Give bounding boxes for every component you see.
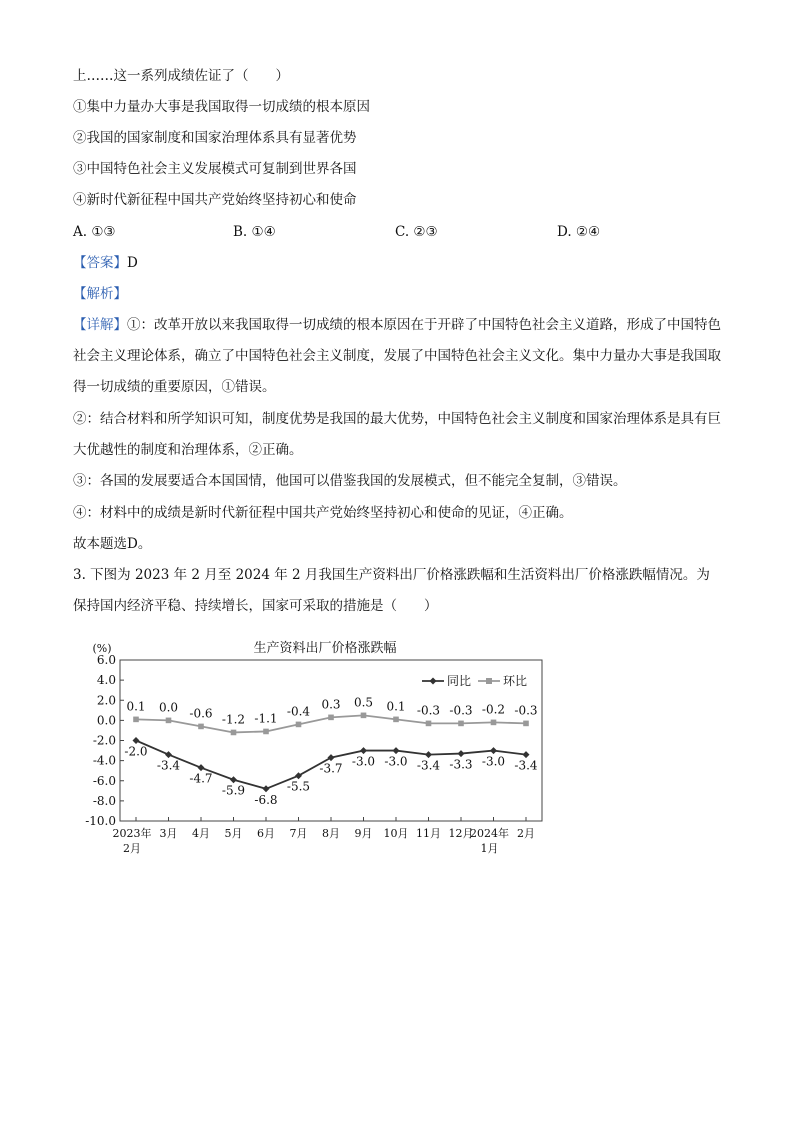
y-tick-label: 0.0 bbox=[96, 713, 116, 728]
data-label: -0.2 bbox=[481, 702, 506, 717]
data-point bbox=[166, 718, 172, 724]
y-tick-label: -6.0 bbox=[92, 773, 116, 788]
data-label: -3.7 bbox=[319, 761, 343, 776]
statement-4: ④新时代新征程中国共产党始终坚持初心和使命 bbox=[73, 192, 357, 208]
y-tick-label: -8.0 bbox=[92, 793, 116, 808]
data-label: -3.0 bbox=[481, 754, 506, 769]
data-label: -5.5 bbox=[286, 779, 311, 794]
data-point bbox=[295, 772, 302, 779]
data-label: -0.6 bbox=[189, 706, 213, 721]
x-tick-label: 2024年 bbox=[470, 827, 509, 840]
data-label: -6.8 bbox=[254, 792, 278, 807]
detail-2: ②：结合材料和所学知识可知，制度优势是我国的最大优势，中国特色社会主义制度和国家治理体系是具有巨大优越性的制度和治理体系，②正确。 bbox=[73, 411, 721, 458]
data-point bbox=[328, 754, 335, 761]
data-label: 0.3 bbox=[321, 697, 341, 712]
answer-line bbox=[73, 253, 138, 273]
x-ticks bbox=[113, 817, 536, 855]
data-label: 0.1 bbox=[386, 699, 406, 714]
y-ticks bbox=[85, 653, 124, 828]
option-a: A. ①③ bbox=[73, 224, 116, 240]
legend-marker bbox=[430, 678, 437, 685]
data-point bbox=[393, 747, 400, 754]
data-label: -3.4 bbox=[416, 758, 441, 773]
x-tick-label: 8月 bbox=[322, 827, 340, 840]
data-label: -3.4 bbox=[514, 758, 538, 773]
legend-label: 同比 bbox=[447, 674, 472, 688]
x-tick-label: 10月 bbox=[383, 827, 409, 840]
data-point bbox=[523, 751, 530, 758]
x-tick-label: 2023年 bbox=[112, 827, 152, 840]
detail-3: ③：各国的发展要适合本国国情，他国可以借鉴我国的发展模式，但不能完全复制，③错误。 bbox=[73, 473, 627, 489]
x-tick-label: 7月 bbox=[289, 827, 308, 840]
legend-label: 环比 bbox=[503, 674, 528, 688]
data-point bbox=[133, 717, 139, 723]
x-tick-label: 2月 bbox=[123, 842, 141, 855]
x-tick-label: 12月 bbox=[448, 827, 474, 840]
detail-4: ④：材料中的成绩是新时代新征程中国共产党始终坚持初心和使命的见证，④正确。 bbox=[73, 505, 573, 521]
statement-2: ②我国的国家制度和国家治理体系具有显著优势 bbox=[73, 130, 357, 146]
option-c: C. ②③ bbox=[395, 224, 438, 240]
data-point bbox=[425, 751, 432, 758]
question-stem-tail: 上……这一系列成绩佐证了（ ） bbox=[73, 68, 289, 84]
y-tick-label: 6.0 bbox=[96, 653, 116, 667]
data-point bbox=[231, 730, 237, 736]
data-point bbox=[263, 785, 270, 792]
detail-tag: 【详解】 bbox=[73, 317, 127, 333]
data-label: 0.1 bbox=[126, 699, 146, 714]
y-tick-label: -10.0 bbox=[85, 814, 116, 828]
data-point bbox=[230, 776, 237, 783]
y-axis-unit: (%) bbox=[92, 642, 112, 655]
x-tick-label: 1月 bbox=[480, 842, 499, 855]
y-tick-label: 4.0 bbox=[96, 673, 116, 688]
data-label: 0.0 bbox=[158, 700, 179, 715]
data-point bbox=[263, 729, 269, 735]
x-tick-label: 11月 bbox=[416, 827, 441, 840]
data-point bbox=[426, 721, 432, 727]
question-3-stem: 3. 下图为 2023 年 2 月至 2024 年 2 月我国生产资料出厂价格涨跌幅和生活资料出厂价格涨跌幅情况。为保持国内经济平稳、持续增长，国家可采取的措施是（ ） bbox=[73, 567, 710, 614]
detail-1 bbox=[73, 310, 723, 403]
data-point bbox=[393, 717, 399, 723]
data-label: -3.3 bbox=[449, 757, 473, 772]
conclusion: 故本题选D。 bbox=[73, 536, 152, 552]
x-tick-label: 9月 bbox=[354, 827, 373, 840]
data-point bbox=[490, 747, 497, 754]
data-point bbox=[491, 720, 497, 726]
data-label: -1.1 bbox=[254, 711, 278, 726]
statement-3: ③中国特色社会主义发展模式可复制到世界各国 bbox=[73, 161, 357, 177]
data-label: -0.3 bbox=[514, 703, 538, 718]
data-label: -1.2 bbox=[221, 712, 246, 727]
data-point bbox=[523, 721, 529, 727]
data-label: 0.5 bbox=[353, 695, 374, 710]
data-point bbox=[198, 764, 205, 771]
x-tick-label: 4月 bbox=[192, 827, 210, 840]
detail-1-text: ①：改革开放以来我国取得一切成绩的根本原因在于开辟了中国特色社会主义道路，形成了中国特色社会主义理论体系，确立了中国特色社会主义制度，发展了中国特色社会主义文化。集中力量办大事是我国取得一切成绩的重要原因，①错误。 bbox=[73, 317, 721, 395]
answer-tag: 【答案】 bbox=[73, 255, 127, 271]
data-labels bbox=[124, 695, 538, 806]
y-tick-label: -2.0 bbox=[92, 733, 116, 748]
x-tick-label: 2月 bbox=[517, 827, 535, 840]
data-point bbox=[133, 737, 140, 744]
data-label: -3.0 bbox=[384, 754, 408, 769]
legend-marker bbox=[486, 678, 492, 684]
data-point bbox=[165, 751, 172, 758]
data-label: -4.7 bbox=[189, 771, 213, 786]
data-label: -0.3 bbox=[449, 703, 473, 718]
plot-frame bbox=[120, 660, 542, 821]
data-label: -2.0 bbox=[124, 744, 148, 759]
y-tick-label: 2.0 bbox=[96, 693, 116, 708]
data-label: -3.0 bbox=[351, 754, 376, 769]
data-point bbox=[198, 724, 204, 730]
data-point bbox=[458, 721, 464, 727]
statement-1: ①集中力量办大事是我国取得一切成绩的根本原因 bbox=[73, 99, 370, 115]
data-point bbox=[328, 715, 334, 721]
option-b: B. ①④ bbox=[233, 224, 276, 240]
y-tick-label: -4.0 bbox=[92, 753, 116, 768]
data-point bbox=[361, 713, 367, 719]
x-tick-label: 5月 bbox=[224, 827, 243, 840]
data-label: -0.4 bbox=[286, 704, 311, 719]
data-point bbox=[296, 722, 302, 728]
data-label: -5.9 bbox=[221, 783, 246, 798]
answer-value: D bbox=[127, 255, 138, 271]
legend bbox=[422, 674, 527, 688]
data-label: -0.3 bbox=[416, 703, 441, 718]
data-point bbox=[458, 750, 465, 757]
price-change-chart bbox=[60, 632, 560, 862]
analysis-tag: 【解析】 bbox=[73, 286, 127, 302]
data-point bbox=[360, 747, 367, 754]
x-tick-label: 3月 bbox=[159, 827, 178, 840]
data-label: -3.4 bbox=[156, 758, 181, 773]
x-tick-label: 6月 bbox=[257, 827, 275, 840]
chart-title: 生产资料出厂价格涨跌幅 bbox=[253, 641, 397, 656]
option-d: D. ②④ bbox=[557, 224, 601, 240]
